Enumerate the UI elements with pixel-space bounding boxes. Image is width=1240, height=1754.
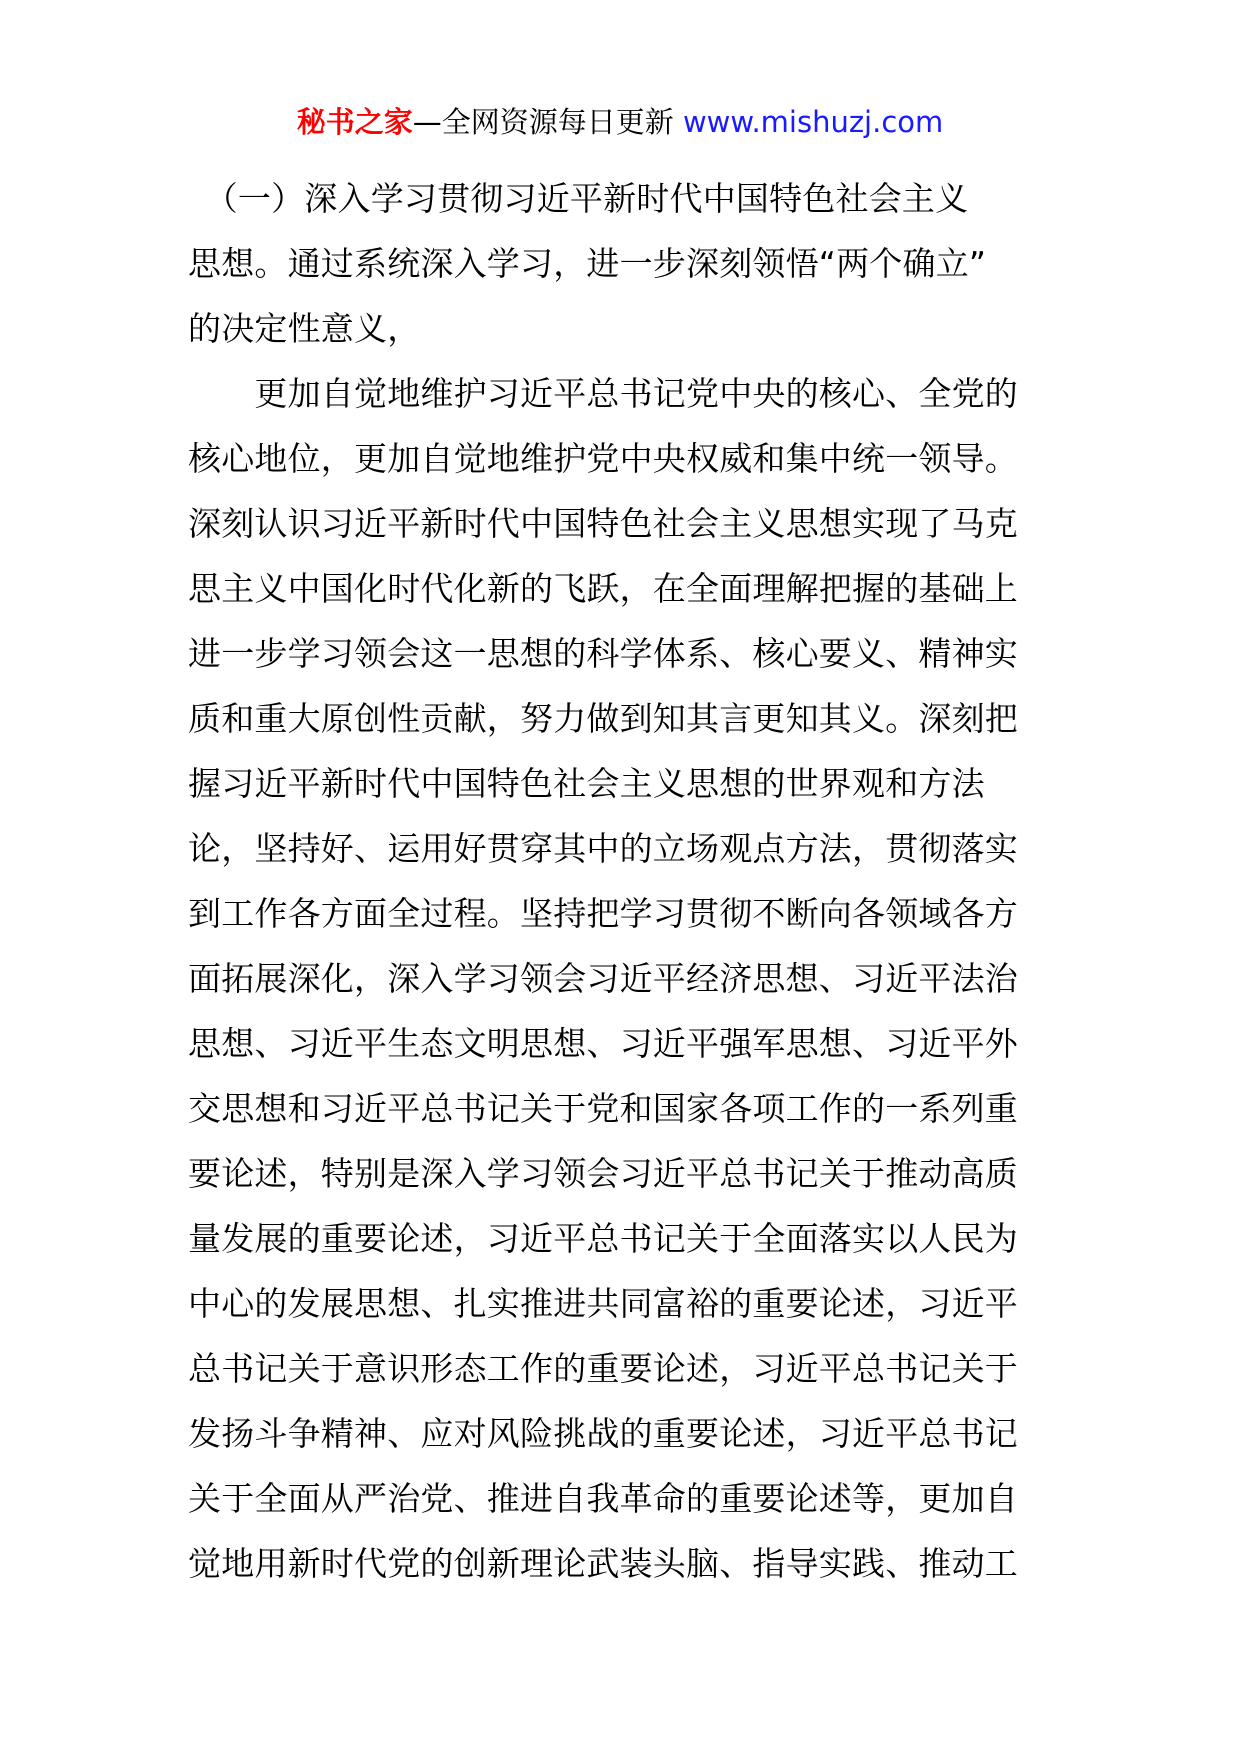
site-url-link[interactable]: www.mishuzj.com — [682, 105, 944, 139]
text-line: 思想、习近平生态文明思想、习近平强军思想、习近平外 — [188, 1024, 1018, 1063]
text-line: 质和重大原创性贡献，努力做到知其言更知其义。深刻把 — [188, 699, 1018, 738]
text-line: 交思想和习近平总书记关于党和国家各项工作的一系列重 — [188, 1089, 1018, 1128]
text-line: 总书记关于意识形态工作的重要论述，习近平总书记关于 — [188, 1349, 1018, 1388]
text-line: 思想。通过系统深入学习，进一步深刻领悟“两个确立” — [188, 244, 987, 283]
text-line: 论，坚持好、运用好贯穿其中的立场观点方法，贯彻落实 — [188, 829, 1018, 868]
text-line: 的决定性意义， — [188, 309, 421, 348]
text-line: 更加自觉地维护习近平总书记党中央的核心、全党的 — [188, 374, 1018, 413]
text-line: 量发展的重要论述，习近平总书记关于全面落实以人民为 — [188, 1219, 1018, 1258]
text-line: 觉地用新时代党的创新理论武装头脑、指导实践、推动工 — [188, 1544, 1018, 1583]
header-tagline: —全网资源每日更新 — [412, 105, 683, 139]
text-line: （一）深入学习贯彻习近平新时代中国特色社会主义 — [188, 179, 969, 218]
text-line: 发扬斗争精神、应对风险挑战的重要论述，习近平总书记 — [188, 1414, 1018, 1453]
text-line: 面拓展深化，深入学习领会习近平经济思想、习近平法治 — [188, 959, 1018, 998]
site-header — [0, 102, 1240, 142]
text-line: 思主义中国化时代化新的飞跃，在全面理解把握的基础上 — [188, 569, 1018, 608]
text-line: 进一步学习领会这一思想的科学体系、核心要义、精神实 — [188, 634, 1018, 673]
text-line: 核心地位，更加自觉地维护党中央权威和集中统一领导。 — [188, 439, 1018, 478]
text-line: 关于全面从严治党、推进自我革命的重要论述等，更加自 — [188, 1479, 1018, 1518]
text-line: 深刻认识习近平新时代中国特色社会主义思想实现了马克 — [188, 504, 1018, 543]
text-line: 到工作各方面全过程。坚持把学习贯彻不断向各领域各方 — [188, 894, 1018, 933]
text-line: 要论述，特别是深入学习领会习近平总书记关于推动高质 — [188, 1154, 1018, 1193]
document-body — [188, 166, 1056, 1596]
text-line: 握习近平新时代中国特色社会主义思想的世界观和方法 — [188, 764, 985, 803]
text-line: 中心的发展思想、扎实推进共同富裕的重要论述，习近平 — [188, 1284, 1018, 1323]
brand-name: 秘书之家 — [296, 105, 413, 139]
